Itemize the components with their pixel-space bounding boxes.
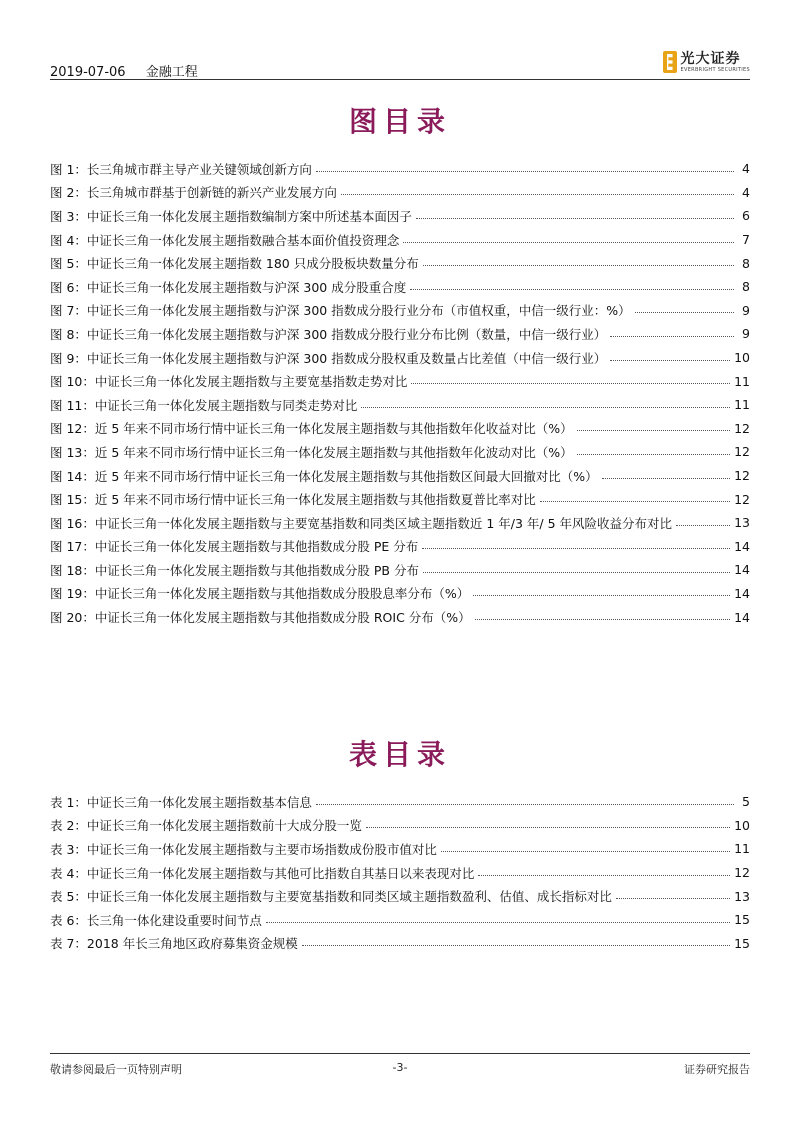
figure-toc-entry-label: 图 11：中证长三角一体化发展主题指数与同类走势对比 xyxy=(50,397,358,413)
figure-toc-entry-label: 图 4：中证长三角一体化发展主题指数融合基本面价值投资理念 xyxy=(50,232,400,248)
figure-toc-entry[interactable] xyxy=(50,511,750,535)
figure-toc-entry-label: 图 8：中证长三角一体化发展主题指数与沪深 300 指数成分股行业分布比例（数量，中信一级行业） xyxy=(50,326,607,342)
dot-leader xyxy=(411,374,730,384)
dot-leader xyxy=(577,445,730,455)
table-toc-entry-page: 10 xyxy=(734,817,750,833)
table-toc-entry-label: 表 5：中证长三角一体化发展主题指数与主要宽基指数和同类区域主题指数盈利、估值、成长指标对比 xyxy=(50,889,612,905)
figure-toc-entry-label: 图 9：中证长三角一体化发展主题指数与沪深 300 指数成分股权重及数量占比差值（中信一级行业） xyxy=(50,350,607,366)
figure-toc-entry-page: 14 xyxy=(734,538,750,554)
dot-leader xyxy=(635,303,734,313)
dot-leader xyxy=(422,539,730,549)
figure-toc-entry-page: 12 xyxy=(734,468,750,484)
header-divider xyxy=(50,79,750,80)
figure-toc-entry[interactable] xyxy=(50,299,750,323)
figure-toc-entry-page: 12 xyxy=(734,491,750,507)
report-date: 2019-07-06 xyxy=(50,65,126,80)
figure-toc-entry-page: 11 xyxy=(734,373,750,389)
dot-leader xyxy=(610,327,734,337)
footer-report-type: 证券研究报告 xyxy=(684,1063,750,1076)
figure-toc-entry-page: 14 xyxy=(734,585,750,601)
figure-toc-entry[interactable] xyxy=(50,417,750,441)
figure-toc-entry-label: 图 12：近 5 年来不同市场行情中证长三角一体化发展主题指数与其他指数年化收益对比（%） xyxy=(50,421,573,437)
figure-toc-entry-label: 图 6：中证长三角一体化发展主题指数与沪深 300 成分股重合度 xyxy=(50,279,407,295)
figure-toc-entry-page: 11 xyxy=(734,397,750,413)
figure-toc-entry[interactable] xyxy=(50,535,750,559)
figure-toc-entry-page: 10 xyxy=(734,350,750,366)
figure-toc-entry-label: 图 17：中证长三角一体化发展主题指数与其他指数成分股 PE 分布 xyxy=(50,539,419,555)
figure-toc-entry[interactable] xyxy=(50,487,750,511)
figure-toc-entry-label: 图 16：中证长三角一体化发展主题指数与主要宽基指数和同类区域主题指数近 1 年/3 年/ 5 年风险收益分布对比 xyxy=(50,515,673,531)
table-toc-entry-page: 11 xyxy=(734,841,750,857)
dot-leader xyxy=(316,162,734,172)
figure-toc-entry-label: 图 3：中证长三角一体化发展主题指数编制方案中所述基本面因子 xyxy=(50,208,412,224)
page-number: -3- xyxy=(392,1061,408,1074)
figure-toc-entry-page: 14 xyxy=(734,562,750,578)
figure-toc-entry-page: 9 xyxy=(742,302,750,318)
figure-toc-entry-label: 图 14：近 5 年来不同市场行情中证长三角一体化发展主题指数与其他指数区间最大回撤对比（%） xyxy=(50,468,598,484)
figure-toc-entry-page: 6 xyxy=(742,208,750,224)
dot-leader xyxy=(473,586,730,596)
table-toc-entry-label: 表 1：中证长三角一体化发展主题指数基本信息 xyxy=(50,794,312,810)
dot-leader xyxy=(616,889,730,899)
dot-leader xyxy=(478,866,730,876)
figure-toc-entry-label: 图 10：中证长三角一体化发展主题指数与主要宽基指数走势对比 xyxy=(50,374,408,390)
figure-toc-entry[interactable] xyxy=(50,582,750,606)
figure-toc-entry-label: 图 1：长三角城市群主导产业关键领域创新方向 xyxy=(50,161,312,177)
figure-toc-entry-page: 12 xyxy=(734,420,750,436)
dot-leader xyxy=(403,233,734,243)
figure-toc-entry[interactable] xyxy=(50,228,750,252)
logo-mark-icon xyxy=(663,51,677,73)
figure-toc-entry[interactable] xyxy=(50,275,750,299)
dot-leader xyxy=(676,516,730,526)
figure-toc-entry-label: 图 15：近 5 年来不同市场行情中证长三角一体化发展主题指数与其他指数夏普比率对比 xyxy=(50,492,536,508)
dot-leader xyxy=(610,351,730,361)
figure-toc-entry-label: 图 7：中证长三角一体化发展主题指数与沪深 300 指数成分股行业分布（市值权重，中信一级行业：%） xyxy=(50,303,631,319)
dot-leader xyxy=(441,842,730,852)
table-toc-entry[interactable] xyxy=(50,814,750,838)
dot-leader xyxy=(316,795,734,805)
figure-toc-entry-label: 图 5：中证长三角一体化发展主题指数 180 只成分股板块数量分布 xyxy=(50,256,419,272)
company-logo xyxy=(663,48,750,76)
figure-toc-entry-label: 图 19：中证长三角一体化发展主题指数与其他指数成分股股息率分布（%） xyxy=(50,586,470,602)
figure-toc-entry[interactable] xyxy=(50,393,750,417)
dot-leader xyxy=(475,610,730,620)
figure-toc-entry-page: 14 xyxy=(734,609,750,625)
figure-toc-entry-page: 8 xyxy=(742,279,750,295)
logo-text xyxy=(681,52,750,73)
figure-toc-entry[interactable] xyxy=(50,346,750,370)
figure-toc-entry-page: 13 xyxy=(734,515,750,531)
footer-divider xyxy=(50,1053,750,1054)
dot-leader xyxy=(602,469,730,479)
figure-toc-entry-label: 图 13：近 5 年来不同市场行情中证长三角一体化发展主题指数与其他指数年化波动对比（%） xyxy=(50,444,573,460)
figure-toc-entry-label: 图 20：中证长三角一体化发展主题指数与其他指数成分股 ROIC 分布（%） xyxy=(50,610,471,626)
figure-toc-entry-label: 图 18：中证长三角一体化发展主题指数与其他指数成分股 PB 分布 xyxy=(50,562,419,578)
table-toc-entry-label: 表 3：中证长三角一体化发展主题指数与主要市场指数成份股市值对比 xyxy=(50,841,437,857)
table-toc-entry-page: 5 xyxy=(742,794,750,810)
figure-toc-entry[interactable] xyxy=(50,605,750,629)
footer-disclaimer: 敬请参阅最后一页特别声明 xyxy=(50,1063,182,1076)
dot-leader xyxy=(266,913,730,923)
figure-toc-entry[interactable] xyxy=(50,204,750,228)
figure-toc-entry-page: 8 xyxy=(742,255,750,271)
logo-chinese-name: 光大证券 xyxy=(680,50,741,67)
logo-english-name: EVERBRIGHT SECURITIES xyxy=(680,66,750,73)
figure-toc-entry-label: 图 2：长三角城市群基于创新链的新兴产业发展方向 xyxy=(50,185,337,201)
table-toc-entry-page: 12 xyxy=(734,865,750,881)
figure-toc-entry-page: 9 xyxy=(742,326,750,342)
figure-toc-entry[interactable] xyxy=(50,322,750,346)
table-toc-entry-page: 13 xyxy=(734,888,750,904)
figure-toc-entry[interactable] xyxy=(50,251,750,275)
figure-toc-entry-page: 12 xyxy=(734,444,750,460)
dot-leader xyxy=(366,818,730,828)
dot-leader xyxy=(361,398,730,408)
figure-toc-entry-page: 4 xyxy=(742,161,750,177)
figure-toc-entry-page: 7 xyxy=(742,232,750,248)
header-meta xyxy=(50,61,214,80)
dot-leader xyxy=(423,563,730,573)
figure-toc-entry[interactable] xyxy=(50,558,750,582)
page-footer xyxy=(50,1061,750,1077)
dot-leader xyxy=(423,256,734,266)
table-toc-entry[interactable] xyxy=(50,908,750,932)
figure-toc-entry[interactable] xyxy=(50,181,750,205)
dot-leader xyxy=(416,209,734,219)
figure-toc-entry[interactable] xyxy=(50,369,750,393)
tables-toc-title: 表目录 xyxy=(348,738,451,771)
figure-toc-entry[interactable] xyxy=(50,464,750,488)
table-toc-entry[interactable] xyxy=(50,861,750,885)
figure-toc-entry[interactable] xyxy=(50,157,750,181)
figures-toc-list xyxy=(50,157,750,629)
dot-leader xyxy=(577,421,730,431)
dot-leader xyxy=(302,936,730,946)
figure-toc-entry[interactable] xyxy=(50,440,750,464)
table-toc-entry-label: 表 7：2018 年长三角地区政府募集资金规模 xyxy=(50,936,298,952)
dot-leader xyxy=(410,280,734,290)
dot-leader xyxy=(540,492,730,502)
dot-leader xyxy=(341,185,734,195)
table-toc-entry-label: 表 4：中证长三角一体化发展主题指数与其他可比指数自其基日以来表现对比 xyxy=(50,865,475,881)
table-toc-entry-page: 15 xyxy=(734,912,750,928)
table-toc-entry[interactable] xyxy=(50,884,750,908)
table-toc-entry-label: 表 2：中证长三角一体化发展主题指数前十大成分股一览 xyxy=(50,818,362,834)
table-toc-entry-label: 表 6：长三角一体化建设重要时间节点 xyxy=(50,912,262,928)
page-header xyxy=(50,48,750,80)
figures-toc-title: 图目录 xyxy=(348,105,451,138)
table-toc-entry[interactable] xyxy=(50,790,750,814)
table-toc-entry-page: 15 xyxy=(734,935,750,951)
report-category: 金融工程 xyxy=(145,65,198,80)
figure-toc-entry-page: 4 xyxy=(742,184,750,200)
tables-toc-list xyxy=(50,790,750,955)
table-toc-entry[interactable] xyxy=(50,932,750,956)
table-toc-entry[interactable] xyxy=(50,837,750,861)
